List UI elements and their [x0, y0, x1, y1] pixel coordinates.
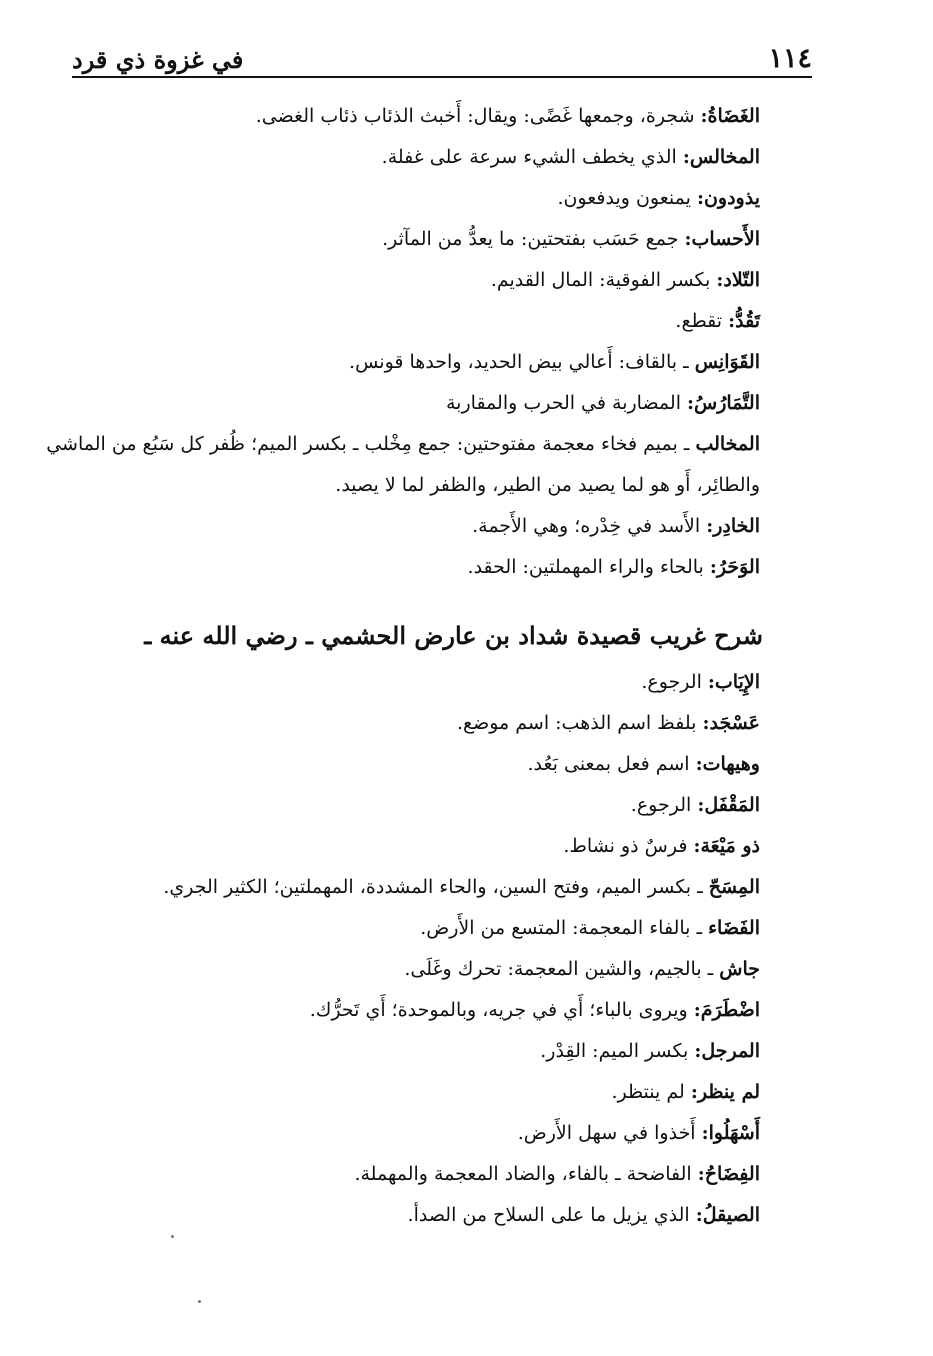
glossary-entry-alghadat	[60, 96, 760, 137]
glossary-definition: الرجوع.	[641, 671, 708, 693]
glossary-definition: لم ينتظر.	[611, 1081, 691, 1103]
glossary-definition: ويروى بالباء؛ أَي في جريه، وبالموحدة؛ أَي تَحرُّك.	[309, 999, 694, 1021]
glossary-definition: بلفظ اسم الذهب: اسم موضع.	[456, 712, 703, 734]
glossary-definition: أَخذوا في سهل الأَرض.	[517, 1122, 702, 1144]
glossary-term: الخادِر:	[706, 515, 760, 537]
glossary-term: الفِضَاحُ:	[697, 1163, 760, 1185]
glossary-entry-lam-yanzur	[60, 1072, 760, 1113]
glossary-entry-alqawanis	[60, 342, 760, 383]
glossary-definition: ـ بميم فخاء معجمة مفتوحتين: جمع مِخْلب ـ بكسر الميم؛ ظُفر كل سَبُع من الماشي والطائِر، أَو هو لما يصيد من الطير، والظفر لما لا يصيد.	[46, 433, 760, 496]
running-header	[72, 34, 812, 78]
glossary-entry-alfada	[60, 908, 760, 949]
glossary-term: أَسْهَلُوا:	[701, 1122, 760, 1144]
glossary-term: المِسَحّ	[708, 876, 760, 898]
glossary-definition: فرسٌ ذو نشاط.	[563, 835, 694, 857]
glossary-term: الوَحَرُ:	[709, 556, 760, 578]
glossary-definition: ـ بكسر الميم، وفتح السين، والحاء المشددة، المهملتين؛ الكثير الجري.	[163, 876, 709, 898]
glossary-definition: ـ بالجيم، والشين المعجمة: تحرك وغَلَى.	[404, 958, 720, 980]
glossary-entry-dhu-mayah	[60, 826, 760, 867]
glossary-term: المَقْفَل:	[697, 794, 760, 816]
glossary-term: ذو مَيْعَة:	[693, 835, 760, 857]
glossary-definition: المضاربة في الحرب والمقاربة	[446, 392, 688, 414]
glossary-term: عَسْجَد:	[702, 712, 760, 734]
glossary-term: التّلاد:	[716, 269, 760, 291]
glossary-entry-asjad	[60, 703, 760, 744]
glossary-term: الغَضَاةُ:	[700, 105, 760, 127]
glossary-definition: الفاضحة ـ بالفاء، والضاد المعجمة والمهملة.	[354, 1163, 698, 1185]
glossary-entry-yadhudun	[60, 178, 760, 219]
glossary-term: المخالب	[695, 433, 760, 455]
glossary-definition: اسم فعل بمعنى بَعُد.	[527, 753, 696, 775]
glossary-term: جاش	[719, 958, 760, 980]
page-number: ١١٤	[768, 43, 812, 74]
book-title: في غزوة ذي قرد	[72, 45, 244, 74]
glossary-definition: تقطع.	[675, 310, 729, 332]
glossary-term: الإِيَاب:	[707, 671, 760, 693]
glossary-term: وهيهات:	[695, 753, 760, 775]
glossary-entry-idtaram	[60, 990, 760, 1031]
glossary-entry-ashalu	[60, 1113, 760, 1154]
glossary-entry-altamarus	[60, 383, 760, 424]
glossary-entry-alsayqal	[60, 1195, 760, 1236]
glossary-term: القَوَانِس	[694, 351, 760, 373]
glossary-entry-alfidah	[60, 1154, 760, 1195]
glossary-term: الفَضَاء	[708, 917, 760, 939]
glossary-entry-alkhadir	[60, 506, 760, 547]
glossary-entry-alahsab	[60, 219, 760, 260]
glossary-entry-wahayhat	[60, 744, 760, 785]
glossary-definition: بالحاء والراء المهملتين: الحقد.	[467, 556, 710, 578]
section-heading: شرح غريب قصيدة شداد بن عارض الحشمي ـ رضي الله عنه ـ	[144, 621, 763, 650]
glossary-definition: شجرة، وجمعها غَضًى: ويقال: أَخبث الذئاب ذئاب الغضى.	[255, 105, 701, 127]
glossary-definition: ـ بالقاف: أَعالي بيض الحديد، واحدها قونس.	[349, 351, 695, 373]
glossary-term: الأَحساب:	[684, 228, 760, 250]
glossary-definition: بكسر الفوقية: المال القديم.	[490, 269, 717, 291]
glossary-definition: الأَسد في خِدْره؛ وهي الأَجمة.	[472, 515, 707, 537]
glossary-entry-altilad	[60, 260, 760, 301]
glossary-definition: بكسر الميم: القِدْر.	[540, 1040, 695, 1062]
glossary-definition: يمنعون ويدفعون.	[557, 187, 697, 209]
section-one-glossary	[46, 96, 760, 588]
glossary-definition: جمع حَسَب بفتحتين: ما يعدُّ من المآثر.	[382, 228, 685, 250]
glossary-definition: الرجوع.	[630, 794, 698, 816]
glossary-entry-almisahh	[60, 867, 760, 908]
glossary-term: تَقُدُّ:	[728, 310, 760, 332]
glossary-entry-jash	[60, 949, 760, 990]
section-two-glossary	[60, 662, 760, 1236]
scan-speck	[198, 1300, 201, 1303]
glossary-term: الصيقلُ:	[695, 1204, 760, 1226]
glossary-term: المرجل:	[694, 1040, 760, 1062]
scan-speck	[171, 1235, 174, 1238]
glossary-term: المخالس:	[682, 146, 760, 168]
glossary-content	[46, 96, 763, 1236]
glossary-term: التَّمَارُسُ:	[687, 392, 760, 414]
glossary-definition: الذي يخطف الشيء سرعة على غفلة.	[381, 146, 683, 168]
glossary-entry-almaqfal	[60, 785, 760, 826]
glossary-entry-alwahar	[60, 547, 760, 588]
glossary-entry-aliyab	[60, 662, 760, 703]
glossary-entry-almirjal	[60, 1031, 760, 1072]
glossary-definition: ـ بالفاء المعجمة: المتسع من الأَرض.	[420, 917, 709, 939]
glossary-entry-almakhalib	[0, 424, 760, 506]
glossary-term: يذودون:	[696, 187, 760, 209]
glossary-entry-almukhalis	[60, 137, 760, 178]
glossary-term: لم ينظر:	[690, 1081, 760, 1103]
glossary-definition: الذي يزيل ما على السلاح من الصدأ.	[407, 1204, 696, 1226]
glossary-entry-taqudd	[60, 301, 760, 342]
glossary-term: اضْطَرَمَ:	[693, 999, 760, 1021]
